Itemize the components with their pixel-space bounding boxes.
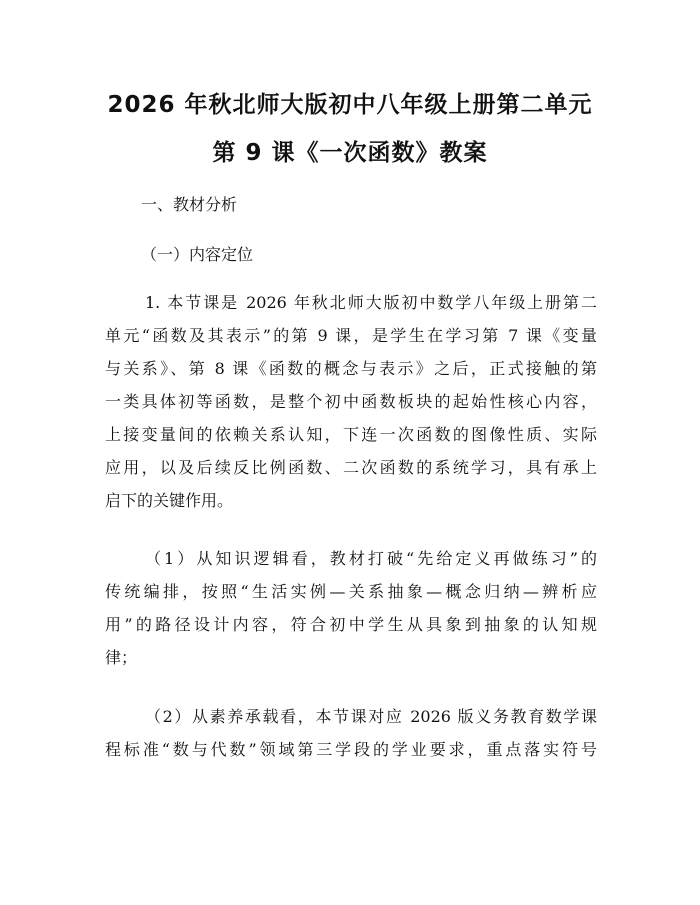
paragraph-1-line-3: 与关系》、第 8 课《函数的概念与表示》之后，正式接触的第 [105, 359, 597, 378]
document-title-line-2: 第 9 课《一次函数》教案 [212, 140, 488, 166]
paragraph-2-line-2: 传统编排，按照“生活实例—关系抽象—概念归纳—辨析应 [105, 582, 597, 601]
paragraph-2-line-4: 律； [105, 648, 138, 667]
paragraph-2-line-1: （1）从知识逻辑看，教材打破“先给定义再做练习”的 [145, 549, 597, 568]
paragraph-3-line-2: 程标准“数与代数”领域第三学段的学业要求，重点落实符号 [105, 740, 597, 759]
document-title-line-1: 2026 年秋北师大版初中八年级上册第二单元 [107, 92, 593, 118]
paragraph-1-line-7: 启下的关键作用。 [105, 491, 234, 510]
paragraph-1-line-6: 应用，以及后续反比例函数、二次函数的系统学习，具有承上 [105, 458, 597, 477]
paragraph-1-line-1: 1. 本节课是 2026 年秋北师大版初中数学八年级上册第二 [145, 293, 597, 312]
section-heading: 一、教材分析 [141, 195, 238, 214]
paragraph-1-line-5: 上接变量间的依赖关系认知，下连一次函数的图像性质、实际 [105, 425, 597, 444]
paragraph-1-line-4: 一类具体初等函数，是整个初中函数板块的起始性核心内容， [105, 392, 597, 411]
paragraph-2-line-3: 用”的路径设计内容，符合初中学生从具象到抽象的认知规 [105, 615, 597, 634]
paragraph-1-line-2: 单元“函数及其表示”的第 9 课，是学生在学习第 7 课《变量 [105, 326, 597, 345]
paragraph-3-line-1: （2）从素养承载看，本节课对应 2026 版义务教育数学课 [145, 707, 597, 726]
subsection-heading: （一）内容定位 [141, 245, 254, 264]
